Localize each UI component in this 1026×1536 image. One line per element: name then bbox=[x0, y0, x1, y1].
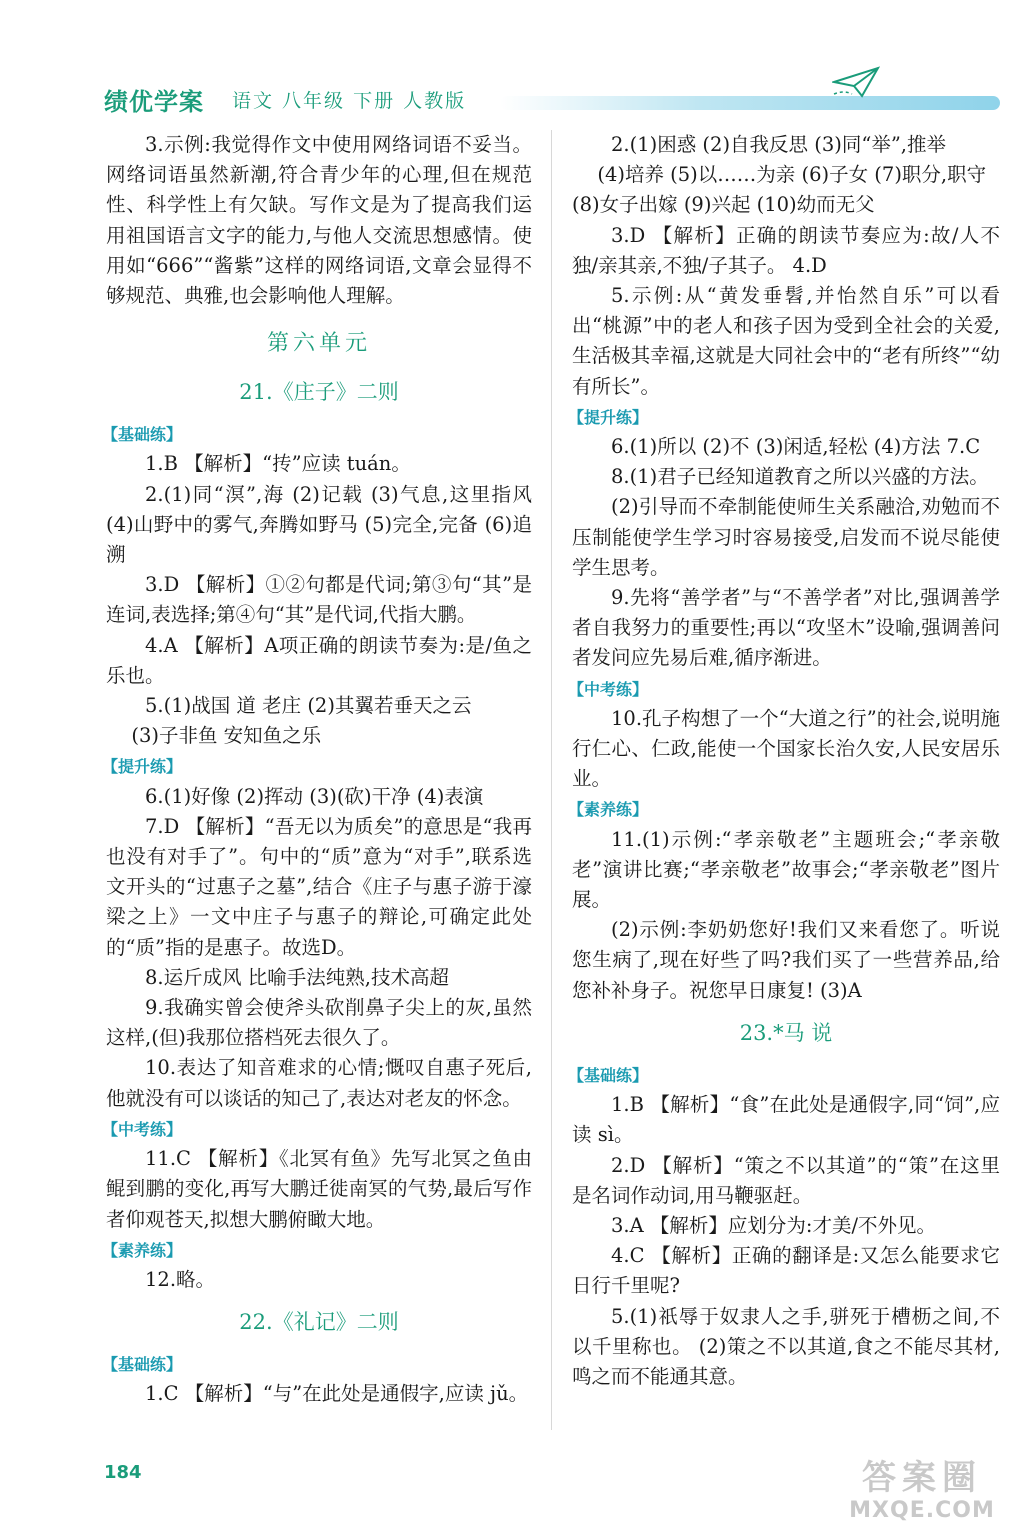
paper-plane-icon bbox=[832, 64, 880, 100]
answer-paragraph: 10.表达了知音难求的心情;慨叹自惠子死后,他就没有可以谈话的知己了,表达对老友的怀念。 bbox=[106, 1056, 532, 1110]
section-tag-zhongkao: 【中考练】 bbox=[102, 1119, 183, 1139]
answer-paragraph: 6.(1)好像 (2)挥动 (3)(砍)干净 (4)表演 bbox=[145, 784, 484, 808]
answer-paragraph: 11.C 【解析】《北冥有鱼》先写北冥之鱼由鲲到鹏的变化,再写大鹏迁徙南冥的气势,最后写作者仰观苍天,拟想大鹏俯瞰大地。 bbox=[106, 1147, 532, 1231]
answer-paragraph: 2.(1)同“溟”,海 (2)记载 (3)气息,这里指风 (4)山野中的雾气,奔腾如野马 (5)完全,完备 (6)追溯 bbox=[106, 482, 532, 567]
answer-paragraph: 2.D 【解析】“策之不以其道”的“策”在这里是名词作动词,用马鞭驱赶。 bbox=[572, 1153, 1000, 1207]
answer-paragraph: 3.示例:我觉得作文中使用网络词语不妥当。网络词语虽然新潮,符合青少年的心理,但在规范性、科学性上有欠缺。写作文是为了提高我们运用祖国语言文字的能力,与他人交流思想感情。使用如“666”“酱紫”这样的网络词语,文章会显得不够规范、典雅,也会影响他人理解。 bbox=[106, 133, 532, 308]
answer-paragraph: 5.示例:从“黄发垂髫,并怡然自乐”可以看出“桃源”中的老人和孩子因为受到全社会的关爱,生活极其幸福,这就是大同社会中的“老有所终”“幼有所长”。 bbox=[572, 284, 1000, 398]
page-number: 184 bbox=[104, 1462, 142, 1483]
answer-paragraph: 1.B 【解析】“食”在此处是通假字,同“饲”,应读 sì。 bbox=[572, 1093, 1000, 1147]
book-subject: 语文 八年级 下册 人教版 bbox=[232, 90, 467, 112]
section-tag-suyang: 【素养练】 bbox=[102, 1240, 183, 1260]
answer-paragraph: 10.孔子构想了一个“大道之行”的社会,说明施行仁心、仁政,能使一个国家长治久安,人民安居乐业。 bbox=[572, 706, 1000, 791]
section-tag-zhongkao: 【中考练】 bbox=[568, 679, 649, 699]
answer-paragraph: 3.D 【解析】正确的朗读节奏应为:故/人不独/亲其亲,不独/子其子。 4.D bbox=[572, 223, 1000, 277]
right-column bbox=[568, 130, 1000, 1392]
answer-paragraph: (3)子非鱼 安知鱼之乐 bbox=[131, 724, 322, 748]
section-tag-jichu: 【基础练】 bbox=[568, 1065, 649, 1085]
answer-paragraph: 8.运斤成风 比喻手法纯熟,技术高超 bbox=[145, 965, 450, 989]
answer-paragraph: 6.(1)所以 (2)不 (3)闲适,轻松 (4)方法 7.C bbox=[611, 435, 981, 459]
watermark-top: 答案圈 bbox=[862, 1458, 982, 1498]
answer-paragraph: 4.C 【解析】正确的翻译是:又怎么能要求它日行千里呢? bbox=[572, 1244, 1000, 1298]
answer-paragraph: (4)培养 (5)以……为亲 (6)子女 (7)职分,职守 (8)女子出嫁 (9)兴起 (10)幼而无父 bbox=[572, 163, 987, 217]
answer-paragraph: 5.(1)祇辱于奴隶人之手,骈死于槽枥之间,不以千里称也。 (2)策之不以其道,食之不能尽其材,鸣之而不能通其意。 bbox=[572, 1304, 1000, 1388]
header-decoration-band bbox=[500, 96, 1000, 110]
answer-paragraph: 4.A 【解析】A项正确的朗读节奏为:是/鱼之乐也。 bbox=[106, 633, 532, 687]
answer-paragraph: 2.(1)困惑 (2)自我反思 (3)同“举”,推举 bbox=[611, 133, 947, 156]
section-tag-suyang: 【素养练】 bbox=[568, 800, 649, 820]
unit-title: 第六单元 bbox=[266, 331, 371, 357]
column-divider bbox=[551, 130, 552, 1430]
answer-paragraph: 12.略。 bbox=[145, 1267, 216, 1291]
section-tag-tisheng: 【提升练】 bbox=[568, 407, 649, 427]
answer-paragraph: (2)示例:李奶奶您好!我们又来看您了。听说您生病了,现在好些了吗?我们买了一些营养品,给您补补身子。祝您早日康复! (3)A bbox=[572, 918, 1000, 1002]
brand-logo: 绩优学案 bbox=[104, 88, 204, 116]
section-tag-tisheng: 【提升练】 bbox=[102, 757, 183, 777]
watermark-bottom: MXQE.COM bbox=[849, 1498, 995, 1523]
answer-paragraph: 3.D 【解析】①②句都是代词;第③句“其”是连词,表选择;第④句“其”是代词,代指大鹏。 bbox=[106, 573, 532, 627]
page-header bbox=[0, 0, 1026, 118]
section-tag-jichu: 【基础练】 bbox=[102, 425, 183, 445]
left-column bbox=[102, 130, 532, 1410]
answer-paragraph: 5.(1)战国 道 老庄 (2)其翼若垂天之云 bbox=[145, 694, 472, 718]
answer-paragraph: (2)引导而不牵制能使师生关系融洽,劝勉而不压制能使学生学习时容易接受,启发而不说尽能使学生思考。 bbox=[572, 495, 1000, 579]
answer-paragraph: 11.(1)示例:“孝亲敬老”主题班会;“孝亲敬老”演讲比赛;“孝亲敬老”故事会;“孝亲敬老”图片展。 bbox=[572, 827, 1000, 912]
watermark bbox=[832, 1458, 1012, 1528]
answer-paragraph: 1.C 【解析】“与”在此处是通假字,应读 jǔ。 bbox=[145, 1382, 529, 1406]
answer-paragraph: 7.D 【解析】“吾无以为质矣”的意思是“我再也没有对手了”。句中的“质”意为“对手”,联系选文开头的“过惠子之墓”,结合《庄子与惠子游于濠梁之上》一文中庄子与惠子的辩论,可确定此处的“质”指的是惠子。故选D。 bbox=[106, 814, 532, 959]
answer-paragraph: 9.我确实曾会使斧头砍削鼻子尖上的灰,虽然这样,(但)我那位搭档死去很久了。 bbox=[106, 996, 532, 1050]
answer-paragraph: 3.A 【解析】应划分为:才美/不外见。 bbox=[611, 1213, 937, 1237]
lesson-title-21: 21.《庄子》二则 bbox=[239, 380, 399, 405]
section-tag-jichu: 【基础练】 bbox=[102, 1355, 183, 1375]
lesson-title-23: 23.*马 说 bbox=[739, 1020, 833, 1045]
lesson-title-22: 22.《礼记》二则 bbox=[239, 1310, 399, 1335]
answer-paragraph: 1.B 【解析】“抟”应读 tuán。 bbox=[145, 452, 411, 476]
answer-paragraph: 9.先将“善学者”与“不善学者”对比,强调善学者自我努力的重要性;再以“攻坚木”设喻,强调善问者发问应先易后难,循序渐进。 bbox=[572, 586, 1000, 670]
answer-paragraph: 8.(1)君子已经知道教育之所以兴盛的方法。 bbox=[611, 465, 989, 489]
